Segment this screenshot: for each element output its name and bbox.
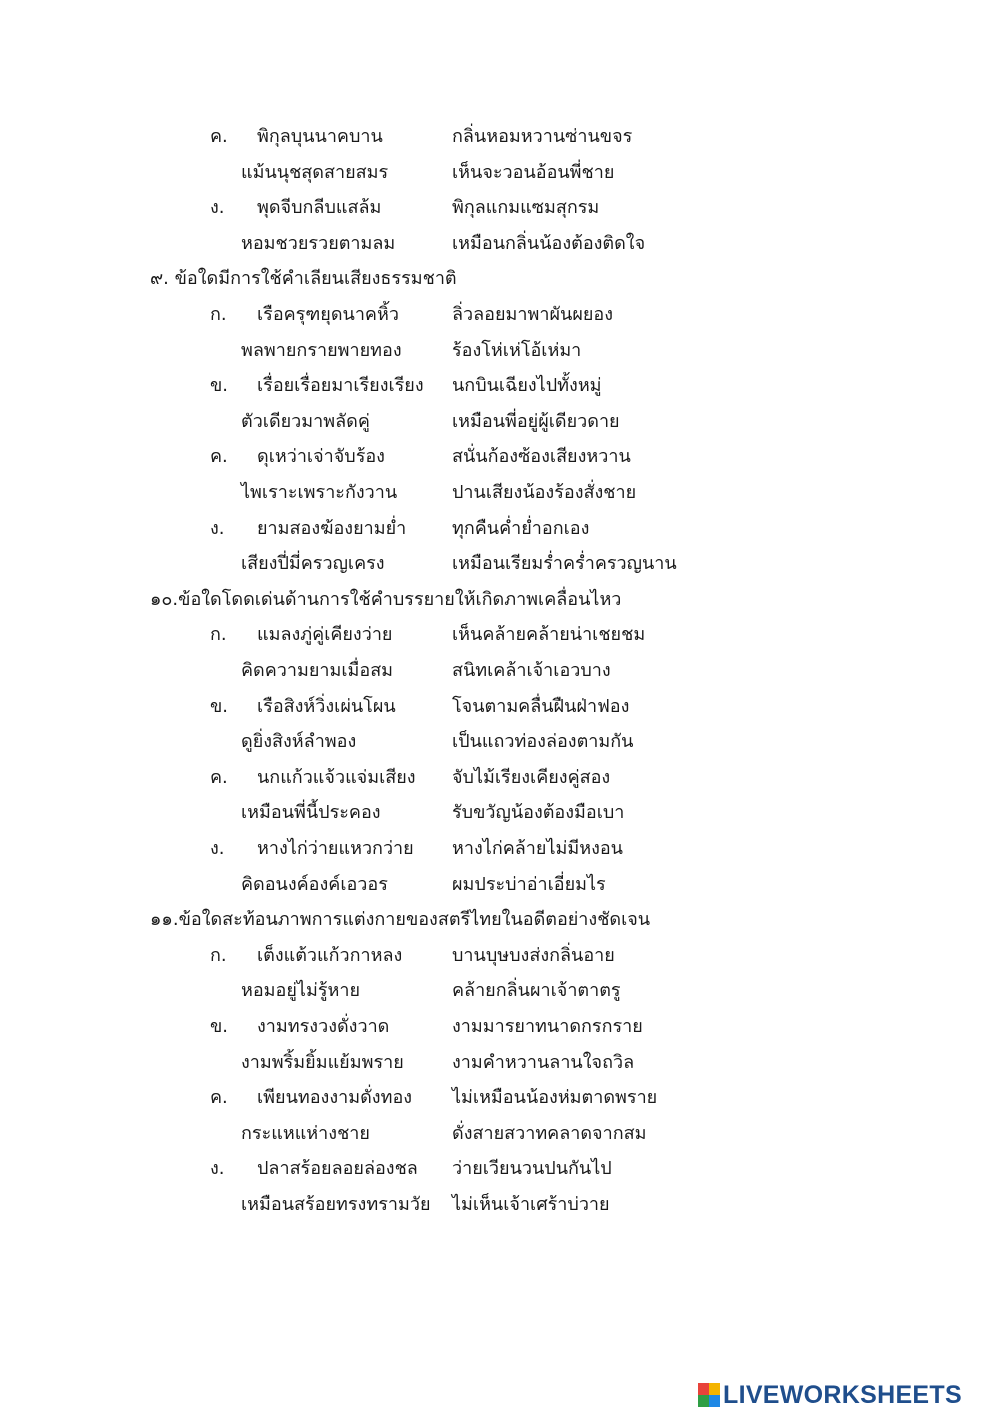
option-marker: ค. (210, 126, 228, 147)
verse-line-1a: พิกุลบุนนาคบาน (257, 126, 383, 147)
verse-line-2b: รับขวัญน้องต้องมือเบา (452, 802, 625, 823)
verse-line-2a: เหมือนพี่นี้ประคอง (241, 802, 381, 823)
option-marker: ข. (210, 1016, 229, 1037)
verse-line-2b: เหมือนเรียมร่ำคร่ำครวญนาน (452, 553, 677, 574)
verse-line-2b: งามคำหวานลานใจถวิล (452, 1052, 635, 1073)
verse-line-1a: ยามสองฆ้องยามย่ำ (257, 518, 407, 539)
option-marker: ง. (210, 518, 225, 539)
verse-line-2a: เสียงปี่มี่ครวญเครง (241, 553, 385, 574)
option-marker: ง. (210, 197, 225, 218)
verse-line-1b: ทุกคืนค่ำย่ำอกเอง (452, 518, 590, 539)
verse-line-1b: ลิ่วลอยมาพาผันผยอง (452, 304, 614, 325)
option-marker: ค. (210, 767, 228, 788)
verse-line-1a: หางไก่ว่ายแหวกว่าย (257, 838, 414, 859)
question-text: ๑๐.ข้อใดโดดเด่นด้านการใช้คำบรรยายให้เกิดภาพเคลื่อนไหว (150, 589, 622, 610)
verse-line-1b: ไม่เหมือนน้องห่มตาดพราย (452, 1087, 658, 1108)
verse-line-2a: เหมือนสร้อยทรงทรามวัย (241, 1194, 431, 1215)
verse-line-1a: งามทรงวงดั่งวาด (257, 1016, 390, 1037)
logo-badge-icon (698, 1383, 720, 1407)
verse-line-1b: กลิ่นหอมหวานซ่านขจร (452, 126, 633, 147)
verse-line-2a: งามพริ้มยิ้มแย้มพราย (241, 1052, 404, 1073)
verse-line-2b: ดั่งสายสวาทคลาดจากสม (452, 1123, 647, 1144)
verse-line-1a: เพียนทองงามดั่งทอง (257, 1087, 413, 1108)
verse-line-1b: จับไม้เรียงเคียงคู่สอง (452, 767, 611, 788)
verse-line-1a: เต็งแต้วแก้วกาหลง (257, 945, 403, 966)
verse-line-2b: ปานเสียงน้องร้องสั่งชาย (452, 482, 637, 503)
verse-line-1b: บานบุษบงส่งกลิ่นอาย (452, 945, 615, 966)
question-text: ๑๑.ข้อใดสะท้อนภาพการแต่งกายของสตรีไทยในอดีตอย่างชัดเจน (150, 909, 651, 930)
verse-line-2a: หอมอยู่ไม่รู้หาย (241, 980, 361, 1001)
verse-line-2a: คิดความยามเมื่อสม (241, 660, 394, 681)
verse-line-1b: งามมารยาทนาดกรกราย (452, 1016, 643, 1037)
verse-line-1a: เรือครุฑยุดนาคหิ้ว (257, 304, 399, 325)
verse-line-2a: แม้นนุชสุดสายสมร (241, 162, 389, 183)
verse-line-1b: นกบินเฉียงไปทั้งหมู่ (452, 375, 602, 396)
option-marker: ข. (210, 696, 229, 717)
option-marker: ก. (210, 945, 227, 966)
verse-line-2b: เหมือนพี่อยู่ผู้เดียวดาย (452, 411, 620, 432)
verse-line-2b: สนิทเคล้าเจ้าเอวบาง (452, 660, 611, 681)
option-marker: ข. (210, 375, 229, 396)
verse-line-1a: นกแก้วแจ้วแจ่มเสียง (257, 767, 416, 788)
verse-line-2a: ไพเราะเพราะกังวาน (241, 482, 398, 503)
verse-line-1b: หางไก่คล้ายไม่มีหงอน (452, 838, 623, 859)
verse-line-2b: ร้องโห่เห่โอ้เห่มา (452, 340, 582, 361)
verse-line-2a: ดูยิ่งสิงห์ลำพอง (241, 731, 357, 752)
option-marker: ค. (210, 1087, 228, 1108)
verse-line-1a: แมลงภู่คู่เคียงว่าย (257, 624, 393, 645)
logo-text: LIVEWORKSHEETS (723, 1380, 962, 1409)
verse-line-1a: เรื่อยเรื่อยมาเรียงเรียง (257, 375, 424, 396)
option-marker: ค. (210, 446, 228, 467)
verse-line-1b: เห็นคล้ายคล้ายน่าเชยชม (452, 624, 646, 645)
verse-line-1a: เรือสิงห์วิ่งเผ่นโผน (257, 696, 396, 717)
verse-line-2a: คิดอนงค์องค์เอวอร (241, 874, 388, 895)
verse-line-2b: ไม่เห็นเจ้าเศร้าบ่วาย (452, 1194, 610, 1215)
verse-line-1b: พิกุลแกมแซมสุกรม (452, 197, 600, 218)
verse-line-2b: ผมประบ่าอ่าเอี่ยมไร (452, 874, 606, 895)
verse-line-1b: ว่ายเวียนวนปนกันไป (452, 1158, 612, 1179)
verse-line-1b: โจนตามคลื่นฝืนฝ่าฟอง (452, 696, 630, 717)
verse-line-1a: ปลาสร้อยลอยล่องชล (257, 1158, 418, 1179)
option-marker: ง. (210, 838, 225, 859)
verse-line-1a: พุดจีบกลีบแสล้ม (257, 197, 382, 218)
verse-line-2b: เหมือนกลิ่นน้องต้องติดใจ (452, 233, 646, 254)
option-marker: ก. (210, 624, 227, 645)
verse-line-1b: สนั่นก้องซ้องเสียงหวาน (452, 446, 631, 467)
question-text: ๙. ข้อใดมีการใช้คำเลียนเสียงธรรมชาติ (150, 268, 457, 289)
verse-line-1a: ดุเหว่าเจ่าจับร้อง (257, 446, 385, 467)
verse-line-2b: เห็นจะวอนอ้อนพี่ชาย (452, 162, 615, 183)
option-marker: ก. (210, 304, 227, 325)
verse-line-2a: พลพายกรายพายทอง (241, 340, 402, 361)
verse-line-2a: กระแหแห่างชาย (241, 1123, 370, 1144)
option-marker: ง. (210, 1158, 225, 1179)
liveworksheets-logo (698, 1380, 962, 1410)
verse-line-2a: ตัวเดียวมาพลัดคู่ (241, 411, 370, 432)
verse-line-2b: คล้ายกลิ่นผาเจ้าตาตรู (452, 980, 621, 1001)
verse-line-2b: เป็นแถวท่องล่องตามกัน (452, 731, 634, 752)
verse-line-2a: หอมชวยรวยตามลม (241, 233, 396, 254)
